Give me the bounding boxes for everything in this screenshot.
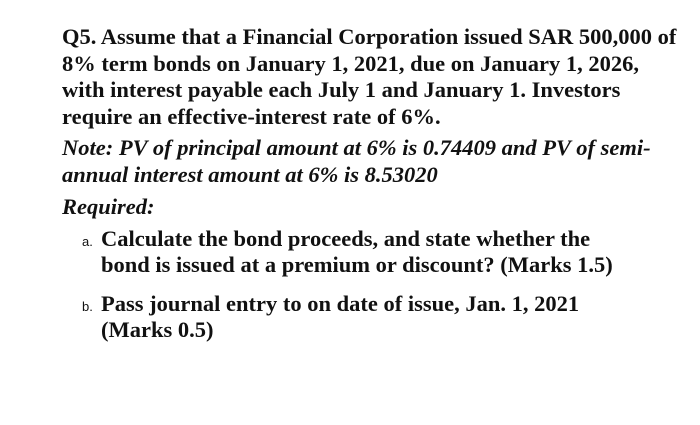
requirements-list [62, 226, 682, 344]
required-heading: Required: [62, 194, 155, 219]
requirement-text: Calculate the bond proceeds, and state whether the bond is issued at a premium or discount? (Marks 1.5) [101, 225, 613, 277]
list-marker: b. [82, 298, 93, 314]
requirement-item-b [82, 291, 621, 344]
list-marker: a. [82, 233, 93, 249]
question-document [62, 24, 682, 344]
requirement-text: Pass journal entry to on date of issue, Jan. 1, 2021 (Marks 0.5) [101, 290, 580, 342]
question-text: Q5. Assume that a Financial Corporation issued SAR 500,000 of 8% term bonds on January 1, 2021, due on January 1, 2026, with interest payable each July 1 and January 1. Investors require an effective-interest rate of 6%. [62, 24, 677, 129]
note-text: Note: PV of principal amount at 6% is 0.74409 and PV of semi-annual interest amount at 6% is 8.53020 [62, 135, 651, 187]
requirement-item-a [82, 226, 621, 279]
